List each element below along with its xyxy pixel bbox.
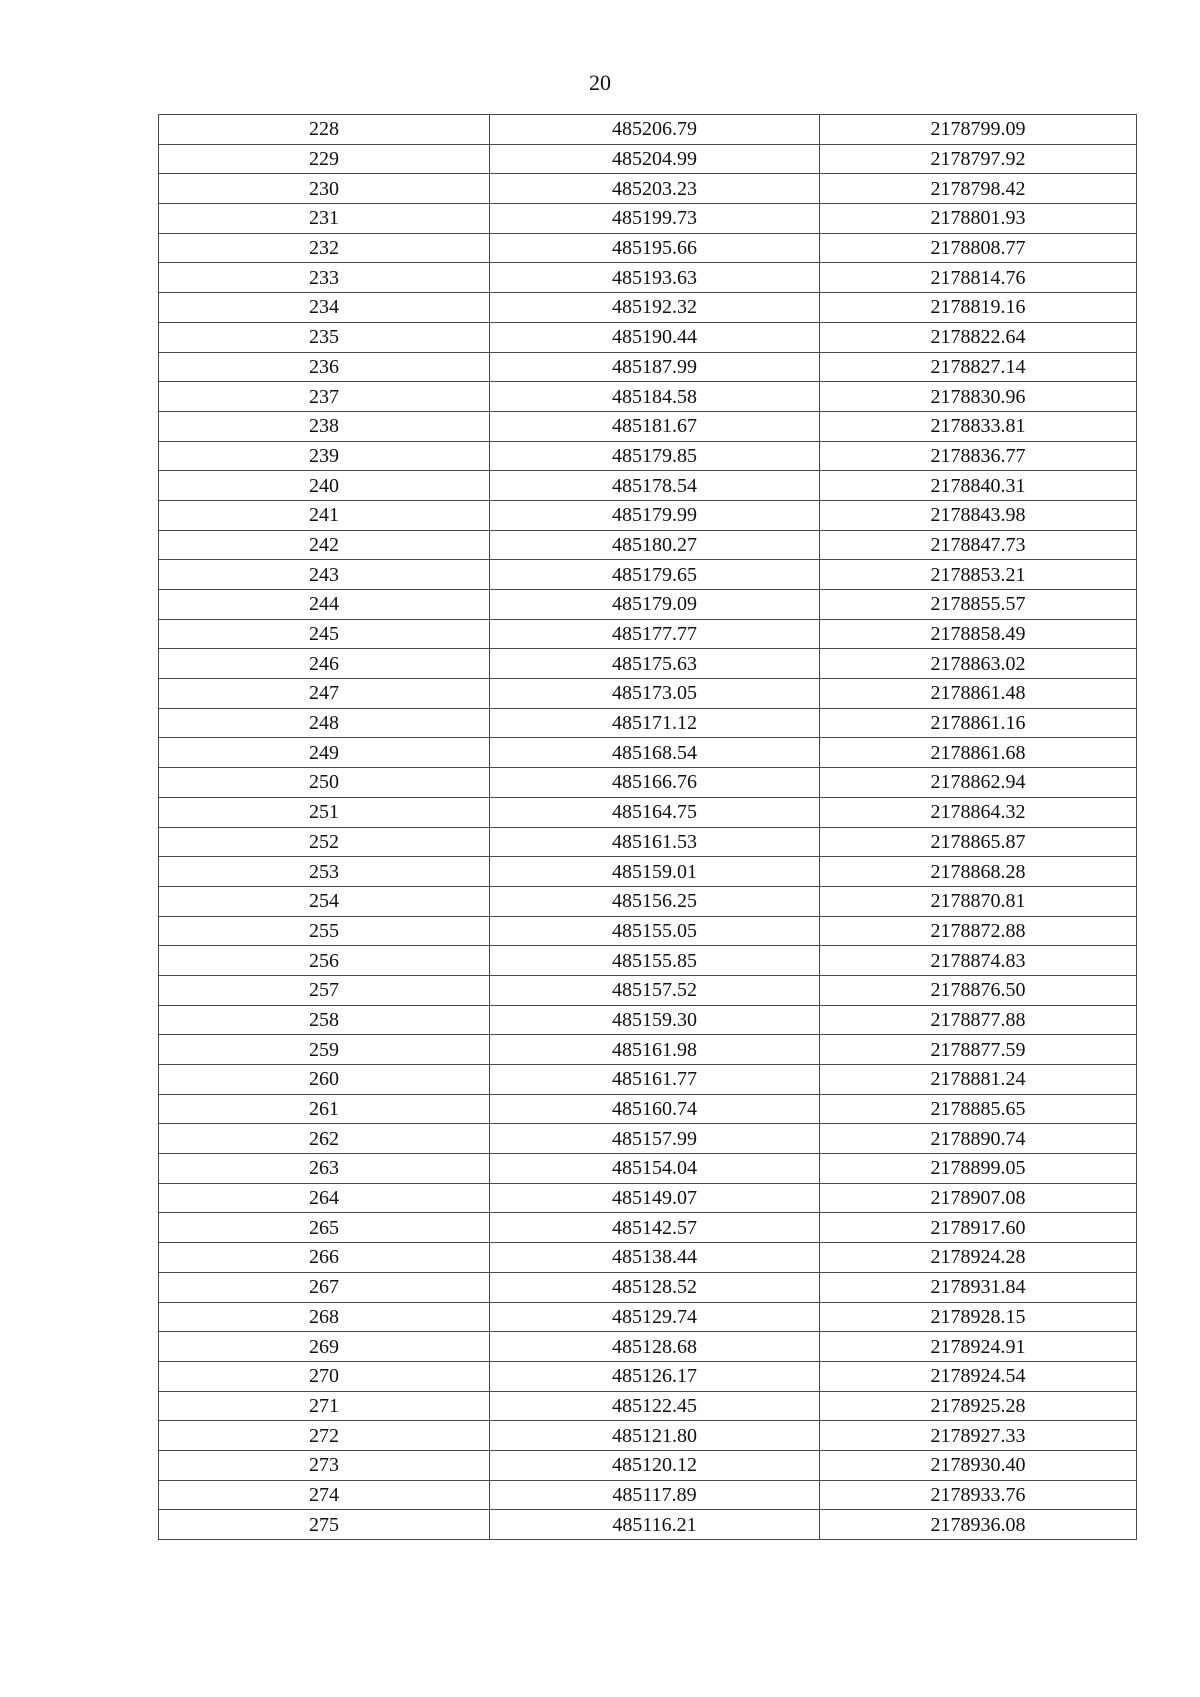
y-coordinate-cell: 2178865.87 (820, 827, 1137, 857)
y-coordinate-cell: 2178930.40 (820, 1450, 1137, 1480)
table-row (159, 560, 1137, 590)
point-number-cell: 252 (159, 827, 490, 857)
point-number-cell: 248 (159, 708, 490, 738)
point-number-cell: 249 (159, 738, 490, 768)
point-number-cell: 233 (159, 263, 490, 293)
table-row (159, 619, 1137, 649)
y-coordinate-cell: 2178899.05 (820, 1154, 1137, 1184)
x-coordinate-cell: 485173.05 (490, 679, 820, 709)
point-number-cell: 264 (159, 1183, 490, 1213)
y-coordinate-cell: 2178864.32 (820, 797, 1137, 827)
point-number-cell: 241 (159, 500, 490, 530)
y-coordinate-cell: 2178847.73 (820, 530, 1137, 560)
y-coordinate-cell: 2178797.92 (820, 144, 1137, 174)
y-coordinate-cell: 2178819.16 (820, 293, 1137, 323)
table-row (159, 322, 1137, 352)
y-coordinate-cell: 2178853.21 (820, 560, 1137, 590)
x-coordinate-cell: 485192.32 (490, 293, 820, 323)
y-coordinate-cell: 2178917.60 (820, 1213, 1137, 1243)
point-number-cell: 242 (159, 530, 490, 560)
y-coordinate-cell: 2178877.88 (820, 1005, 1137, 1035)
point-number-cell: 229 (159, 144, 490, 174)
point-number-cell: 254 (159, 886, 490, 916)
x-coordinate-cell: 485179.65 (490, 560, 820, 590)
x-coordinate-cell: 485126.17 (490, 1361, 820, 1391)
y-coordinate-cell: 2178861.68 (820, 738, 1137, 768)
point-number-cell: 267 (159, 1272, 490, 1302)
point-number-cell: 268 (159, 1302, 490, 1332)
x-coordinate-cell: 485138.44 (490, 1243, 820, 1273)
point-number-cell: 272 (159, 1421, 490, 1451)
point-number-cell: 270 (159, 1361, 490, 1391)
y-coordinate-cell: 2178933.76 (820, 1480, 1137, 1510)
y-coordinate-cell: 2178927.33 (820, 1421, 1137, 1451)
x-coordinate-cell: 485177.77 (490, 619, 820, 649)
x-coordinate-cell: 485164.75 (490, 797, 820, 827)
y-coordinate-cell: 2178925.28 (820, 1391, 1137, 1421)
table-row (159, 174, 1137, 204)
table-row (159, 708, 1137, 738)
y-coordinate-cell: 2178862.94 (820, 768, 1137, 798)
table-row (159, 797, 1137, 827)
x-coordinate-cell: 485116.21 (490, 1510, 820, 1540)
x-coordinate-cell: 485187.99 (490, 352, 820, 382)
x-coordinate-cell: 485159.30 (490, 1005, 820, 1035)
table-row (159, 1065, 1137, 1095)
table-row (159, 352, 1137, 382)
y-coordinate-cell: 2178801.93 (820, 204, 1137, 234)
table-row (159, 1332, 1137, 1362)
y-coordinate-cell: 2178798.42 (820, 174, 1137, 204)
x-coordinate-cell: 485154.04 (490, 1154, 820, 1184)
x-coordinate-cell: 485117.89 (490, 1480, 820, 1510)
table-row (159, 263, 1137, 293)
x-coordinate-cell: 485204.99 (490, 144, 820, 174)
y-coordinate-cell: 2178861.48 (820, 679, 1137, 709)
y-coordinate-cell: 2178855.57 (820, 590, 1137, 620)
x-coordinate-cell: 485203.23 (490, 174, 820, 204)
y-coordinate-cell: 2178931.84 (820, 1272, 1137, 1302)
y-coordinate-cell: 2178868.28 (820, 857, 1137, 887)
table-row (159, 679, 1137, 709)
x-coordinate-cell: 485155.05 (490, 916, 820, 946)
y-coordinate-cell: 2178808.77 (820, 233, 1137, 263)
point-number-cell: 251 (159, 797, 490, 827)
table-row (159, 916, 1137, 946)
table-row (159, 144, 1137, 174)
point-number-cell: 266 (159, 1243, 490, 1273)
y-coordinate-cell: 2178924.28 (820, 1243, 1137, 1273)
table-row (159, 204, 1137, 234)
x-coordinate-cell: 485178.54 (490, 471, 820, 501)
y-coordinate-cell: 2178858.49 (820, 619, 1137, 649)
table-row (159, 1124, 1137, 1154)
x-coordinate-cell: 485155.85 (490, 946, 820, 976)
point-number-cell: 245 (159, 619, 490, 649)
x-coordinate-cell: 485180.27 (490, 530, 820, 560)
point-number-cell: 236 (159, 352, 490, 382)
y-coordinate-cell: 2178840.31 (820, 471, 1137, 501)
y-coordinate-cell: 2178924.91 (820, 1332, 1137, 1362)
x-coordinate-cell: 485142.57 (490, 1213, 820, 1243)
x-coordinate-cell: 485195.66 (490, 233, 820, 263)
point-number-cell: 246 (159, 649, 490, 679)
table-row (159, 1361, 1137, 1391)
y-coordinate-cell: 2178877.59 (820, 1035, 1137, 1065)
y-coordinate-cell: 2178822.64 (820, 322, 1137, 352)
x-coordinate-cell: 485190.44 (490, 322, 820, 352)
point-number-cell: 234 (159, 293, 490, 323)
table-row (159, 1480, 1137, 1510)
y-coordinate-cell: 2178890.74 (820, 1124, 1137, 1154)
y-coordinate-cell: 2178907.08 (820, 1183, 1137, 1213)
x-coordinate-cell: 485129.74 (490, 1302, 820, 1332)
y-coordinate-cell: 2178924.54 (820, 1361, 1137, 1391)
table-row (159, 500, 1137, 530)
point-number-cell: 260 (159, 1065, 490, 1095)
x-coordinate-cell: 485160.74 (490, 1094, 820, 1124)
point-number-cell: 258 (159, 1005, 490, 1035)
x-coordinate-cell: 485171.12 (490, 708, 820, 738)
table-row (159, 1005, 1137, 1035)
point-number-cell: 239 (159, 441, 490, 471)
table-row (159, 233, 1137, 263)
page-number: 20 (589, 70, 611, 95)
table-row (159, 857, 1137, 887)
x-coordinate-cell: 485122.45 (490, 1391, 820, 1421)
point-number-cell: 271 (159, 1391, 490, 1421)
y-coordinate-cell: 2178874.83 (820, 946, 1137, 976)
point-number-cell: 259 (159, 1035, 490, 1065)
x-coordinate-cell: 485168.54 (490, 738, 820, 768)
y-coordinate-cell: 2178863.02 (820, 649, 1137, 679)
table-row (159, 649, 1137, 679)
point-number-cell: 256 (159, 946, 490, 976)
coordinate-table-body (159, 115, 1137, 1540)
y-coordinate-cell: 2178928.15 (820, 1302, 1137, 1332)
y-coordinate-cell: 2178827.14 (820, 352, 1137, 382)
point-number-cell: 247 (159, 679, 490, 709)
y-coordinate-cell: 2178799.09 (820, 115, 1137, 145)
point-number-cell: 257 (159, 975, 490, 1005)
y-coordinate-cell: 2178830.96 (820, 382, 1137, 412)
point-number-cell: 274 (159, 1480, 490, 1510)
point-number-cell: 262 (159, 1124, 490, 1154)
point-number-cell: 235 (159, 322, 490, 352)
table-row (159, 1183, 1137, 1213)
table-row (159, 590, 1137, 620)
y-coordinate-cell: 2178885.65 (820, 1094, 1137, 1124)
table-row (159, 975, 1137, 1005)
y-coordinate-cell: 2178876.50 (820, 975, 1137, 1005)
point-number-cell: 275 (159, 1510, 490, 1540)
x-coordinate-cell: 485161.53 (490, 827, 820, 857)
point-number-cell: 238 (159, 411, 490, 441)
x-coordinate-cell: 485120.12 (490, 1450, 820, 1480)
point-number-cell: 269 (159, 1332, 490, 1362)
point-number-cell: 240 (159, 471, 490, 501)
point-number-cell: 273 (159, 1450, 490, 1480)
point-number-cell: 232 (159, 233, 490, 263)
x-coordinate-cell: 485179.09 (490, 590, 820, 620)
point-number-cell: 261 (159, 1094, 490, 1124)
table-row (159, 768, 1137, 798)
y-coordinate-cell: 2178936.08 (820, 1510, 1137, 1540)
point-number-cell: 255 (159, 916, 490, 946)
table-row (159, 1302, 1137, 1332)
point-number-cell: 243 (159, 560, 490, 590)
table-row (159, 382, 1137, 412)
x-coordinate-cell: 485161.98 (490, 1035, 820, 1065)
point-number-cell: 263 (159, 1154, 490, 1184)
x-coordinate-cell: 485199.73 (490, 204, 820, 234)
x-coordinate-cell: 485179.99 (490, 500, 820, 530)
table-row (159, 738, 1137, 768)
x-coordinate-cell: 485161.77 (490, 1065, 820, 1095)
x-coordinate-cell: 485181.67 (490, 411, 820, 441)
table-row (159, 1154, 1137, 1184)
table-row (159, 1421, 1137, 1451)
point-number-cell: 231 (159, 204, 490, 234)
table-row (159, 471, 1137, 501)
y-coordinate-cell: 2178833.81 (820, 411, 1137, 441)
point-number-cell: 250 (159, 768, 490, 798)
point-number-cell: 244 (159, 590, 490, 620)
x-coordinate-cell: 485179.85 (490, 441, 820, 471)
x-coordinate-cell: 485156.25 (490, 886, 820, 916)
x-coordinate-cell: 485193.63 (490, 263, 820, 293)
y-coordinate-cell: 2178843.98 (820, 500, 1137, 530)
table-row (159, 886, 1137, 916)
point-number-cell: 253 (159, 857, 490, 887)
table-row (159, 946, 1137, 976)
table-row (159, 1272, 1137, 1302)
table-row (159, 1450, 1137, 1480)
point-number-cell: 265 (159, 1213, 490, 1243)
table-row (159, 1391, 1137, 1421)
table-row (159, 1035, 1137, 1065)
table-row (159, 1243, 1137, 1273)
table-row (159, 530, 1137, 560)
x-coordinate-cell: 485166.76 (490, 768, 820, 798)
table-row (159, 827, 1137, 857)
table-row (159, 1510, 1137, 1540)
table-row (159, 293, 1137, 323)
y-coordinate-cell: 2178814.76 (820, 263, 1137, 293)
x-coordinate-cell: 485184.58 (490, 382, 820, 412)
x-coordinate-cell: 485121.80 (490, 1421, 820, 1451)
table-row (159, 115, 1137, 145)
y-coordinate-cell: 2178881.24 (820, 1065, 1137, 1095)
point-number-cell: 237 (159, 382, 490, 412)
y-coordinate-cell: 2178861.16 (820, 708, 1137, 738)
table-row (159, 1094, 1137, 1124)
x-coordinate-cell: 485206.79 (490, 115, 820, 145)
coordinate-table (158, 114, 1137, 1540)
x-coordinate-cell: 485128.68 (490, 1332, 820, 1362)
table-row (159, 441, 1137, 471)
point-number-cell: 230 (159, 174, 490, 204)
x-coordinate-cell: 485157.52 (490, 975, 820, 1005)
y-coordinate-cell: 2178836.77 (820, 441, 1137, 471)
x-coordinate-cell: 485149.07 (490, 1183, 820, 1213)
x-coordinate-cell: 485157.99 (490, 1124, 820, 1154)
table-row (159, 411, 1137, 441)
table-row (159, 1213, 1137, 1243)
point-number-cell: 228 (159, 115, 490, 145)
y-coordinate-cell: 2178872.88 (820, 916, 1137, 946)
y-coordinate-cell: 2178870.81 (820, 886, 1137, 916)
x-coordinate-cell: 485175.63 (490, 649, 820, 679)
x-coordinate-cell: 485159.01 (490, 857, 820, 887)
x-coordinate-cell: 485128.52 (490, 1272, 820, 1302)
